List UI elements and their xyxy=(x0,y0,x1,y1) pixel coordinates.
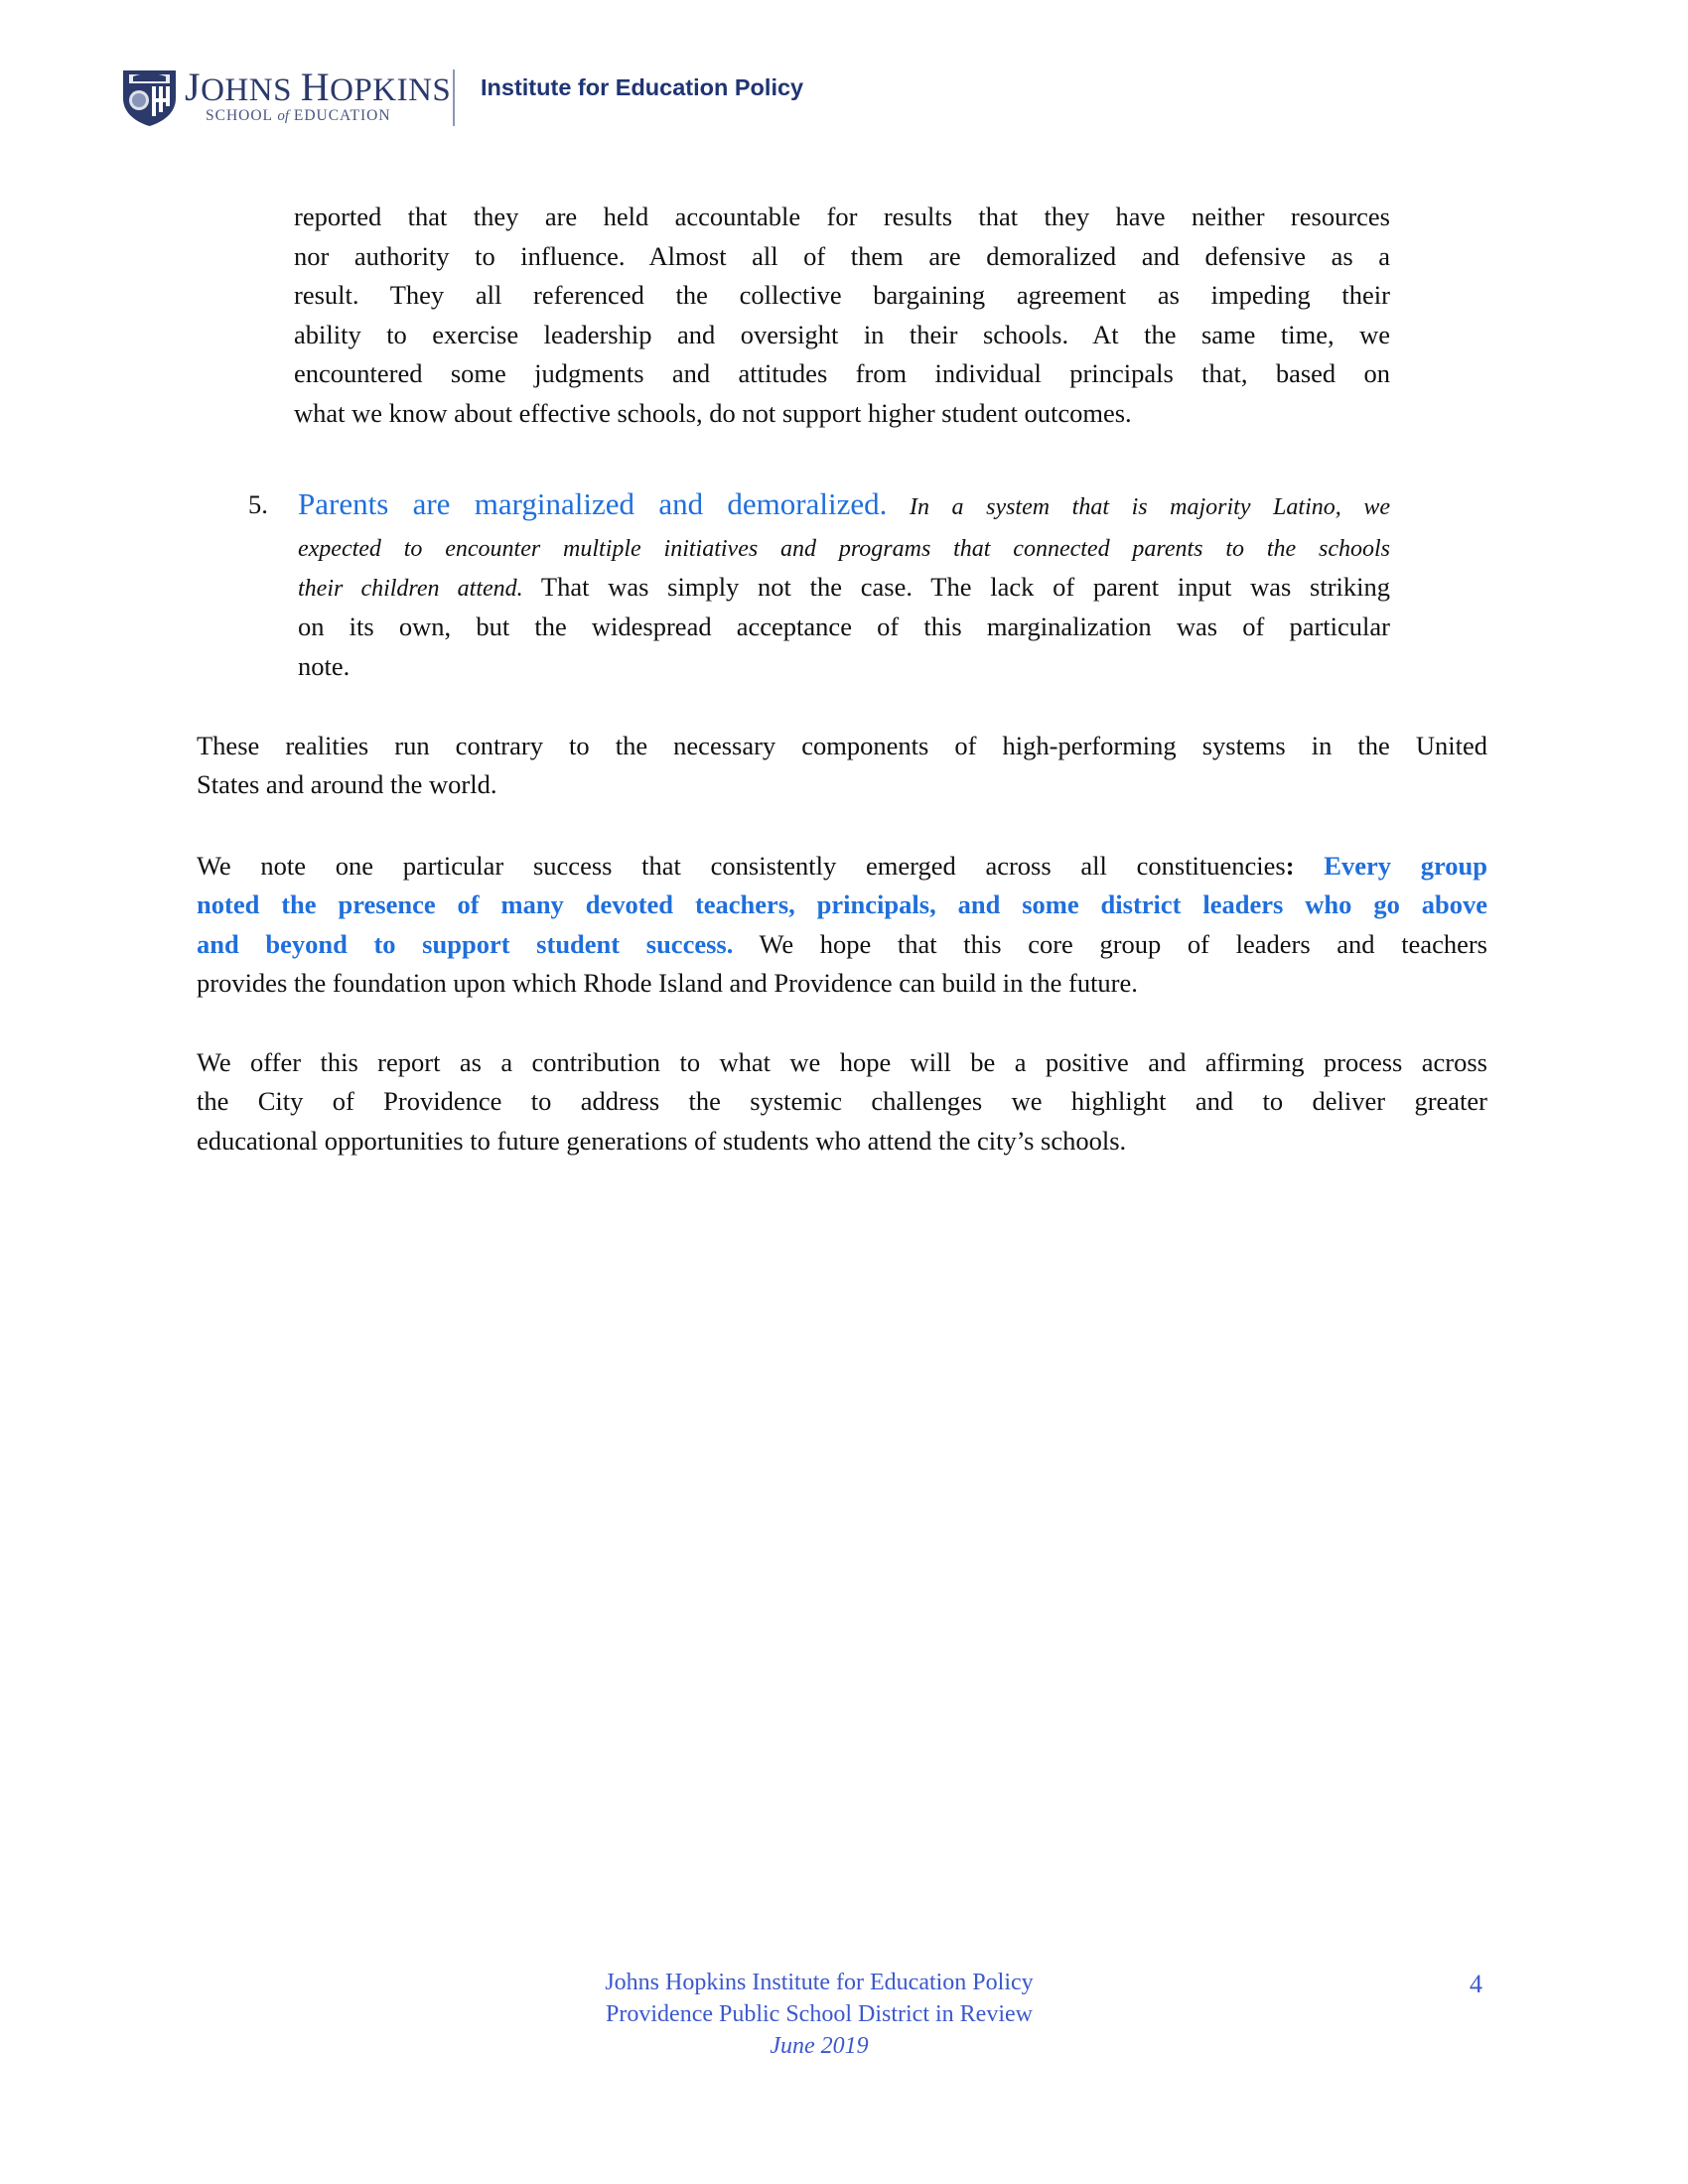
paragraph-line: We note one particular success that consistently emerged across all constituencies: Every group xyxy=(197,851,1487,881)
institute-title: Institute for Education Policy xyxy=(481,74,804,100)
paragraph-line: the City of Providence to address the systemic challenges we highlight and to deliver greater xyxy=(197,1086,1487,1116)
school-name: SCHOOL of EDUCATION xyxy=(206,107,391,124)
paragraph-line: These realities run contrary to the necessary components of high-performing systems in the United xyxy=(197,731,1487,760)
paragraph-line: provides the foundation upon which Rhode Island and Providence can build in the future. xyxy=(197,968,1138,998)
paragraph-line: We offer this report as a contribution to what we hope will be a positive and affirming process across xyxy=(197,1047,1487,1077)
footer-date: June 2019 xyxy=(770,2033,869,2059)
paragraph-line: and beyond to support student success. We hope that this core group of leaders and teachers xyxy=(197,929,1487,959)
header-divider xyxy=(453,69,455,126)
paragraph-line: result. They all referenced the collective bargaining agreement as impeding their xyxy=(294,280,1390,310)
footer-institute: Johns Hopkins Institute for Education Policy xyxy=(605,1970,1034,1995)
paragraph-line: educational opportunities to future generations of students who attend the city’s schools. xyxy=(197,1126,1127,1156)
list-number: 5. xyxy=(248,489,268,519)
paragraph-line: ability to exercise leadership and oversight in their schools. At the same time, we xyxy=(294,320,1390,349)
list-item-line: Parents are marginalized and demoralized. In a system that is majority Latino, we xyxy=(298,486,1390,521)
footer-report-title: Providence Public School District in Review xyxy=(606,2001,1033,2027)
page-header xyxy=(0,0,1688,159)
paragraph-line: States and around the world. xyxy=(197,769,497,799)
list-item-line: expected to encounter multiple initiatives and programs that connected parents to the schools xyxy=(298,536,1390,562)
list-item-heading: Parents are marginalized and demoralized. xyxy=(298,486,888,521)
paragraph-line: nor authority to influence. Almost all of them are demoralized and defensive as a xyxy=(294,241,1390,271)
paragraph-line: reported that they are held accountable for results that they have neither resources xyxy=(294,202,1390,231)
page-number: 4 xyxy=(1470,1970,1482,1998)
highlight-line: noted the presence of many devoted teachers, principals, and some district leaders who go above xyxy=(197,889,1487,919)
list-item-line: on its own, but the widespread acceptance of this marginalization was of particular xyxy=(298,612,1390,641)
university-name: JOHNS HOPKINS xyxy=(185,65,452,109)
paragraph-line: encountered some judgments and attitudes from individual principals that, based on xyxy=(294,358,1390,388)
shield-crest-icon xyxy=(121,68,178,127)
list-item-line: note. xyxy=(298,651,351,681)
paragraph-line: what we know about effective schools, do not support higher student outcomes. xyxy=(294,398,1132,428)
list-item-line: their children attend. That was simply not the case. The lack of parent input was striking xyxy=(298,572,1390,602)
